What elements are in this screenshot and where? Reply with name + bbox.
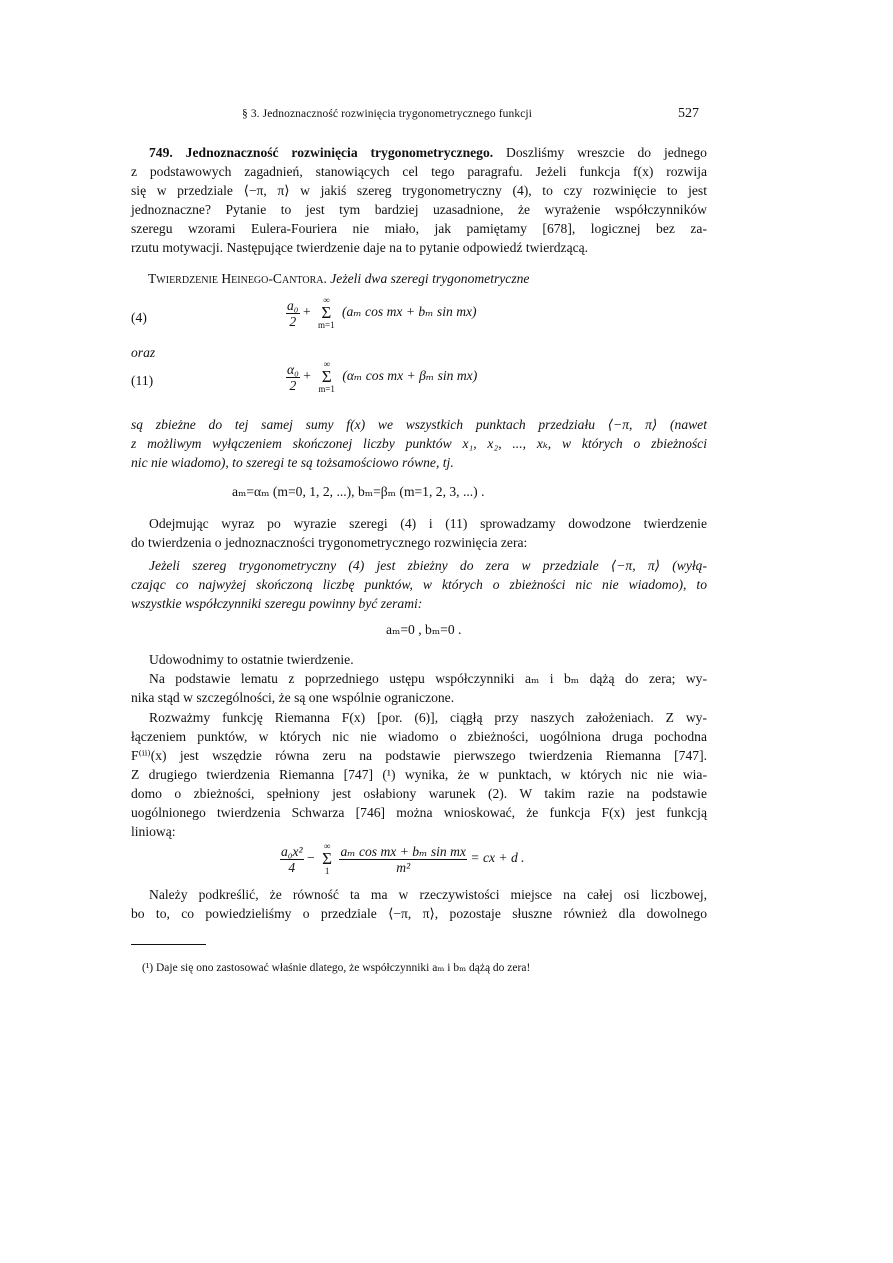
text-line: Z drugiego twierdzenia Riemanna [747] (¹) wynika, że w punktach, w których nic nie wia- bbox=[131, 767, 707, 782]
summation bbox=[322, 842, 332, 876]
denominator: 4 bbox=[288, 859, 296, 875]
coefficient-identity-equation: aₘ=αₘ (m=0, 1, 2, ...), bₘ=βₘ (m=1, 2, 3, ...) . bbox=[232, 484, 485, 499]
text-line: rzutu motywacji. Następujące twierdzenie daje na to pytanie odpowiedź twierdzącą. bbox=[131, 240, 589, 255]
section-paragraph bbox=[131, 143, 707, 257]
page-number: 527 bbox=[678, 106, 699, 121]
text-line: Udowodnimy to ostatnie twierdzenie. bbox=[149, 652, 354, 667]
text-line: Należy podkreślić, że równość ta ma w rzeczywistości miejsce na całej osi liczbowej, bbox=[149, 887, 707, 902]
right-hand-side: = cx + d . bbox=[470, 850, 525, 866]
text-line: nic nie wiadomo), to szeregi te są tożsamościowo równe, tj. bbox=[131, 455, 454, 470]
text-line: z podstawowych zagadnień, stanowiących cel tego paragrafu. Jeżeli funkcja f(x) rozwija bbox=[131, 164, 707, 179]
text-line: wszystkie współczynniki szeregu powinny być zerami: bbox=[131, 596, 423, 611]
sum-upper-limit: ∞ bbox=[323, 841, 331, 851]
section-title: Jednoznaczność rozwinięcia trygonometrycznego. bbox=[185, 145, 494, 160]
footnote-divider bbox=[131, 944, 206, 945]
sigma-symbol: Σ bbox=[321, 367, 332, 386]
equation-label-11: (11) bbox=[131, 373, 154, 388]
paragraph-riemann bbox=[131, 708, 707, 841]
fraction bbox=[286, 362, 300, 393]
linear-function-equation bbox=[280, 842, 525, 876]
running-header: § 3. Jednoznaczność rozwinięcia trygonometrycznego funkcji bbox=[242, 108, 532, 120]
denominator: m² bbox=[396, 859, 411, 875]
sum-lower-limit: m=1 bbox=[318, 320, 335, 330]
text-line: z możliwym wyłączeniem skończonej liczby punktów x₁, x₂, ..., xₖ, w których o zbieżności bbox=[131, 436, 707, 451]
sum-lower-limit: m=1 bbox=[318, 384, 335, 394]
fraction bbox=[339, 844, 467, 875]
text-line: Na podstawie lematu z poprzedniego ustępu współczynniki aₘ i bₘ dążą do zera; wy- bbox=[149, 671, 707, 686]
text-line: Jeżeli szereg trygonometryczny (4) jest zbieżny do zera w przedziale ⟨−π, π⟩ (wyłą- bbox=[149, 558, 707, 573]
paragraph-zero-theorem bbox=[131, 556, 707, 613]
denominator: 2 bbox=[289, 313, 297, 329]
minus-sign: − bbox=[307, 850, 315, 866]
text-line: Odejmując wyraz po wyrazie szeregi (4) i (11) sprowadzamy dowodzone twierdzenie bbox=[149, 516, 707, 531]
text-line: domo o zbieżności, spełniony jest osłabiony warunek (2). W takim razie na podstawie bbox=[131, 786, 707, 801]
summation bbox=[318, 296, 335, 330]
numerator: a₀ bbox=[287, 297, 299, 313]
sum-lower-limit: 1 bbox=[324, 866, 330, 876]
text-line: nika stąd w szczególności, że są one wspólnie ograniczone. bbox=[131, 690, 455, 705]
numerator: aₘ cos mx + bₘ sin mx bbox=[340, 843, 466, 859]
section-first-line bbox=[131, 143, 707, 162]
text-line: uogólnionego twierdzenia Schwarza [746] można wnioskować, że funkcja F(x) jest funkcją bbox=[131, 805, 707, 820]
paragraph-whole-axis bbox=[131, 885, 707, 923]
numerator: a₀x² bbox=[281, 843, 303, 859]
text-line: liniową: bbox=[131, 824, 176, 839]
paragraph-reduction bbox=[131, 514, 707, 552]
text-line: Rozważmy funkcję Riemanna F(x) [por. (6)], ciągłą przy naszych założeniach. Z wy- bbox=[149, 710, 707, 725]
text-line: jednoznaczne? Pytanie to jest tym bardziej uzasadnione, że wyrażenie współczynników bbox=[131, 202, 707, 217]
denominator: 2 bbox=[289, 377, 297, 393]
series-term: (aₘ cos mx + bₘ sin mx) bbox=[342, 304, 477, 320]
fraction bbox=[280, 844, 304, 875]
theorem-heading bbox=[148, 271, 529, 287]
text-line: do twierdzenia o jednoznaczności trygonometrycznego rozwinięcia zera: bbox=[131, 535, 528, 550]
sigma-symbol: Σ bbox=[321, 303, 332, 322]
paragraph-prove bbox=[131, 650, 707, 669]
text-line: czając co najwyżej skończoną liczbę punktów, w których o zbieżności nic nie wiadomo), to bbox=[131, 577, 707, 592]
equation-11: $\frac{\text{α₀}}{2}$ + ∞ Σ m=1 (αₘ cos mx + βₘ sin mx) bbox=[287, 359, 478, 394]
equation-label-4: (4) bbox=[131, 310, 147, 325]
footnote: (¹) Daje się ono zastosować właśnie dlatego, że współczynniki aₘ i bₘ dążą do zera! bbox=[142, 962, 531, 974]
text-line: Doszliśmy wreszcie do jednego bbox=[506, 145, 707, 160]
text-line: bo to, co powiedzieliśmy o przedziale ⟨−π, π⟩, pozostaje słuszne również dla dowolnego bbox=[131, 906, 707, 921]
theorem-intro: Jeżeli dwa szeregi trygonometryczne bbox=[330, 271, 530, 286]
text-line: się w przedziale ⟨−π, π⟩ w jakiś szereg trygonometryczny (4), to czy rozwinięcie to jest bbox=[131, 183, 707, 198]
theorem-body bbox=[131, 415, 707, 472]
sigma-symbol: Σ bbox=[322, 849, 333, 868]
sum-upper-limit: ∞ bbox=[323, 359, 330, 369]
equation-4: $\frac{\text{a₀}}{2}$ + ∞ Σ m=1 (aₘ cos mx + bₘ sin mx) bbox=[287, 295, 477, 330]
sum-upper-limit: ∞ bbox=[323, 295, 330, 305]
oraz-word: oraz bbox=[131, 345, 156, 360]
text-line: F⁽ⁱⁱ⁾(x) jest wszędzie równa zeru na podstawie pierwszego twierdzenia Riemanna [747]. bbox=[131, 748, 707, 763]
numerator: α₀ bbox=[287, 361, 299, 377]
series-term: (αₘ cos mx + βₘ sin mx) bbox=[342, 368, 478, 384]
summation bbox=[318, 360, 335, 394]
theorem-name: Twierdzenie Heinego-Cantora. bbox=[148, 271, 327, 286]
text-line: łączeniem punktów, w których nic nie wiadomo o zbieżności, uogólniona druga pochodna bbox=[131, 729, 707, 744]
text-line: szeregu wzorami Eulera-Fouriera nie miało, jak pamiętamy [678], logicznej bez za- bbox=[131, 221, 707, 236]
paragraph-lemma bbox=[131, 669, 707, 707]
section-number: 749. bbox=[149, 145, 173, 160]
zero-coefficients-equation: aₘ=0 , bₘ=0 . bbox=[386, 622, 462, 637]
text-line: są zbieżne do tej samej sumy f(x) we wszystkich punktach przedziału ⟨−π, π⟩ (nawet bbox=[131, 417, 707, 432]
fraction bbox=[286, 298, 300, 329]
